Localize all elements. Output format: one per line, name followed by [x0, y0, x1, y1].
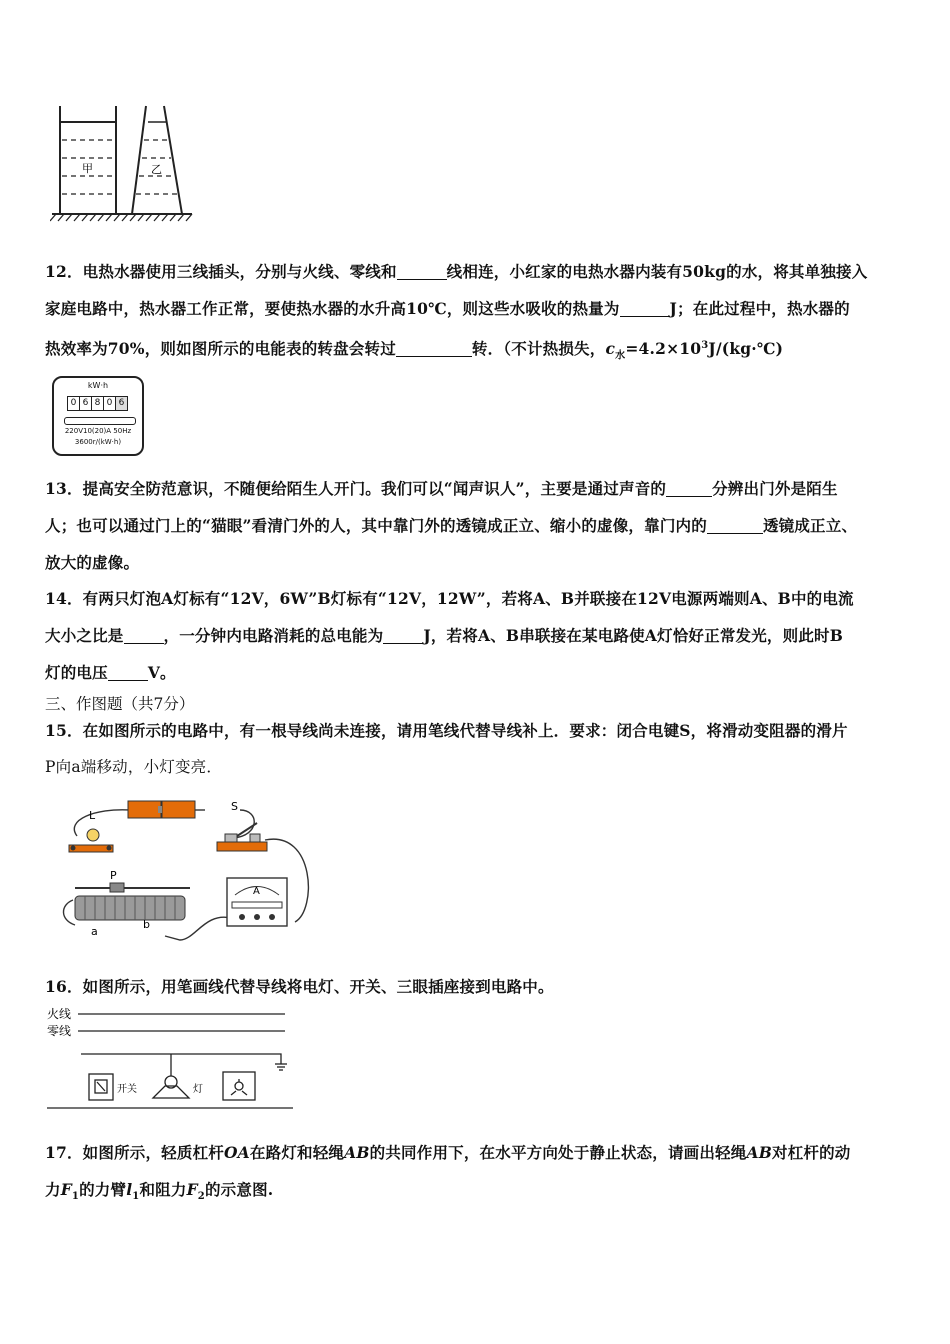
meter-digit: 0 — [104, 397, 116, 410]
meter-digit: 0 — [68, 397, 80, 410]
circuit-diagram — [55, 790, 325, 955]
meter-unit: kW·h — [87, 381, 109, 390]
answer-blank[interactable] — [396, 338, 472, 357]
meter-spec-1: 220V10(20)A 50Hz — [64, 427, 132, 435]
live-wire-label: 火线 — [47, 1007, 72, 1021]
answer-blank[interactable] — [397, 261, 447, 280]
question-14: 14．有两只灯泡A灯标有“12V，6W”B灯标有“12V，12W”，若将A、B并联接在12V电源两端则A、B中的电流 大小之比是 ，一分钟内电路消耗的总电能为 J，若将A、B串联接在某电路使A灯恰好正常发光，则此时B 灯的电压 V。 — [45, 589, 854, 682]
meter-digit: 6 — [116, 397, 127, 410]
answer-blank[interactable] — [124, 625, 164, 644]
switch-label: S — [231, 800, 238, 813]
answer-blank[interactable] — [108, 662, 148, 681]
meter-disc — [64, 417, 136, 425]
meter-digits — [67, 396, 128, 411]
terminal-b-label: b — [143, 918, 150, 931]
question-15: 15．在如图所示的电路中，有一根导线尚未连接，请用笔线代替导线补上．要求：闭合电键S，将滑动变阻器的滑片 P向a端移动，小灯变亮． — [45, 721, 848, 776]
ammeter-label: A — [253, 886, 260, 897]
question-17: 17．如图所示，轻质杠杆OA在路灯和轻绳AB的共同作用下，在水平方向处于静止状态，请画出轻绳AB对杠杆的动 力$F_1$的力臂$l_1$和阻力$F_2$的示意图. — [45, 1143, 851, 1203]
question-12: 12．电热水器使用三线插头，分别与火线、零线和 线相连，小红家的电热水器内装有50kg的水，将其单独接入 家庭电路中，热水器工作正常，要使热水器的水升高10℃，则这些水吸收的热量为 J；在此过程中，热水器的 热效率为70%，则如图所示的电能表的转盘会转过 转．（不计热损失，$c_水=4.2\times 10^3J/(kg\cdot℃)$ — [45, 262, 868, 362]
container-a-label: 甲 — [82, 162, 93, 175]
terminal-a-label: a — [91, 925, 98, 938]
answer-blank[interactable] — [620, 298, 670, 317]
switch-label: 开关 — [117, 1084, 137, 1095]
section-heading: 三、作图题（共7分） — [45, 695, 195, 713]
house-wiring-diagram — [45, 1000, 295, 1112]
lamp-label: 灯 — [193, 1084, 203, 1095]
container-b-label: 乙 — [151, 163, 162, 176]
answer-blank[interactable] — [707, 515, 763, 534]
meter-digit: 6 — [80, 397, 92, 410]
answer-blank[interactable] — [383, 625, 423, 644]
meter-digit: 8 — [92, 397, 104, 410]
answer-blank[interactable] — [666, 478, 712, 497]
electric-meter — [52, 376, 144, 456]
question-13: 13．提高安全防范意识，不随便给陌生人开门。我们可以“闻声识人”，主要是通过声音的 分辨出门外是陌生 人；也可以通过门上的“猫眼”看清门外的人，其中靠门外的透镜成正立、缩小的虚像，靠门内的 透镜成正立、 放大的虚像。 — [45, 479, 858, 572]
slider-label: P — [110, 869, 117, 882]
question-16: 16．如图所示，用笔画线代替导线将电灯、开关、三眼插座接到电路中。 — [45, 977, 554, 996]
neutral-wire-label: 零线 — [47, 1024, 72, 1038]
lamp-label: L — [89, 809, 96, 822]
meter-spec-2: 3600r/(kW·h) — [74, 438, 122, 446]
beakers-figure — [50, 100, 200, 222]
